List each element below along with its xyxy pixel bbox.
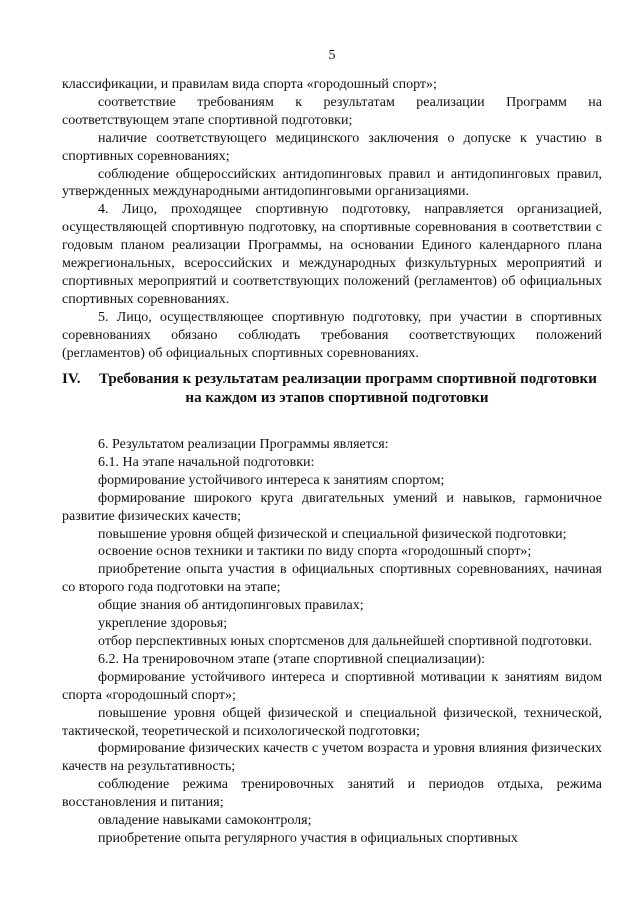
paragraph: соблюдение режима тренировочных занятий и периодов отдыха, режима восстановления и питания; [62, 777, 602, 811]
paragraph: формирование широкого круга двигательных умений и навыков, гармоничное развитие физических качеств; [62, 490, 602, 524]
paragraph: освоение основ техники и тактики по виду спорта «городошный спорт»; [98, 544, 532, 560]
section-iv-body [62, 436, 602, 848]
section-heading [62, 370, 602, 408]
paragraph: повышение уровня общей физической и специальной физической подготовки; [98, 526, 567, 542]
paragraph: 4. Лицо, проходящее спортивную подготовку, направляется организацией, осуществляющей спортивную подготовку, на спортивные соревнования в соответствии с годовым планом реализации Программы, на основании Единого календарного плана межрегиональных, всероссийских и международных физкультурных мероприятий и спортивных мероприятий и соответствующих положений (регламентов) об официальных спортивных соревнованиях. [62, 202, 602, 307]
paragraph: приобретение опыта регулярного участия в официальных спортивных [98, 830, 518, 846]
paragraph: 6.2. На тренировочном этапе (этапе спортивной специализации): [98, 651, 486, 667]
section-title-line-2: на каждом из этапов спортивной подготовки [185, 390, 489, 406]
paragraph: укрепление здоровья; [98, 616, 228, 632]
paragraph: формирование устойчивого интереса к занятиям спортом; [98, 472, 445, 488]
paragraph: 6.1. На этапе начальной подготовки: [98, 454, 315, 470]
section-iii-body [62, 76, 602, 363]
paragraph: 5. Лицо, осуществляющее спортивную подготовку, при участии в спортивных соревнованиях обязано соблюдать требования соответствующих положений (регламентов) об официальных спортивных соревнованиях. [62, 309, 602, 361]
paragraph: формирование физических качеств с учетом возраста и уровня влияния физических качеств на результативность; [62, 741, 602, 775]
paragraph: общие знания об антидопинговых правилах; [98, 598, 364, 614]
paragraph: наличие соответствующего медицинского заключения о допуске к участию в спортивных соревнованиях; [62, 130, 602, 164]
paragraph: формирование устойчивого интереса и спортивной мотивации к занятиям видом спорта «городошный спорт»; [62, 669, 602, 703]
paragraph: овладение навыками самоконтроля; [98, 813, 312, 829]
paragraph: повышение уровня общей физической и специальной физической, технической, тактической, теоретической и психологической подготовки; [62, 705, 602, 739]
section-number: IV. [62, 371, 81, 387]
paragraph: соответствие требованиям к результатам реализации Программ на соответствующем этапе спортивной подготовки; [62, 94, 602, 128]
paragraph: соблюдение общероссийских антидопинговых правил и антидопинговых правил, утвержденных международными антидопинговыми организациями. [62, 166, 602, 200]
paragraph: 6. Результатом реализации Программы является: [98, 437, 389, 452]
paragraph: классификации, и правилам вида спорта «городошный спорт»; [62, 77, 437, 92]
section-title-line-1: Требования к результатам реализации программ спортивной подготовки [99, 371, 597, 387]
paragraph: приобретение опыта участия в официальных спортивных соревнованиях, начиная со второго года подготовки на этапе; [62, 562, 602, 596]
page-number: 5 [328, 48, 336, 63]
paragraph: отбор перспективных юных спортсменов для дальнейшей спортивной подготовки. [98, 633, 593, 649]
